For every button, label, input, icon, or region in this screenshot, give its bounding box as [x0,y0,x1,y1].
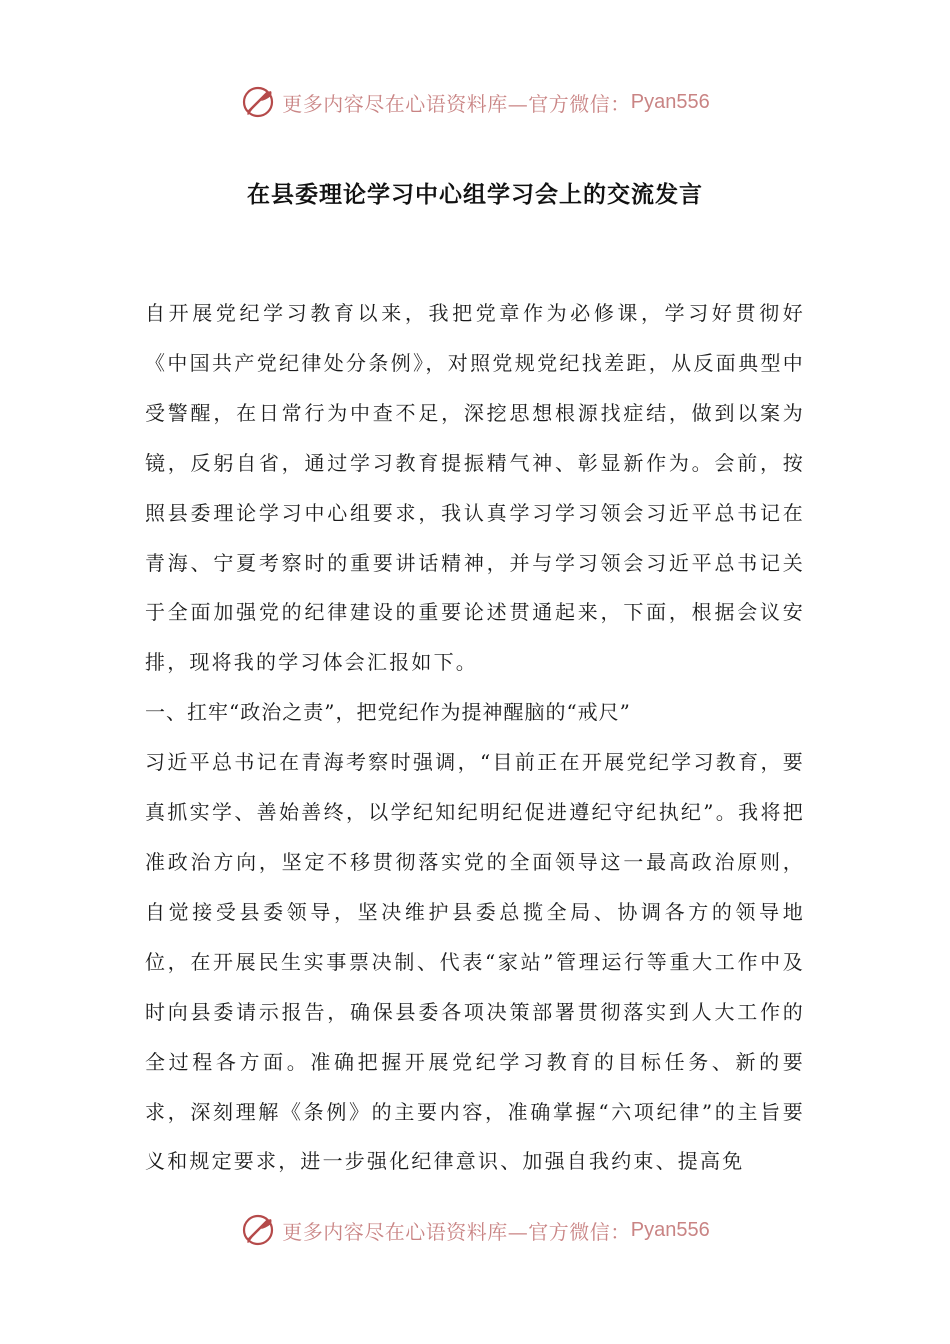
footer-banner [0,1208,950,1252]
page-title: 在县委理论学习中心组学习会上的交流发言 [247,182,703,208]
banner-wechat-id: Pyan556 [630,90,710,113]
paragraph-section-1: 习近平总书记在青海考察时强调，“目前正在开展党纪学习教育，要真抓实学、善始善终，以学纪知纪明纪促进遵纪守纪执纪”。我将把准政治方向，坚定不移贯彻落实党的全面领导这一最高政治原则，自觉接受县委领导，坚决维护县委总揽全局、协调各方的领导地位，在开展民生实事票决制、代表“家站”管理运行等重大工作中及时向县委请示报告，确保县委各项决策部署贯彻落实到人大工作的全过程各方面。准确把握开展党纪学习教育的目标任务、新的要求，深刻理解《条例》的主要内容，准确掌握“六项纪律”的主旨要义和规定要求，进一步强化纪律意识、加强自我约束、提高免 [145,750,805,1174]
quill-logo-icon [240,1212,276,1248]
quill-logo-icon [240,84,276,120]
banner-wechat-id: Pyan556 [630,1218,710,1241]
section-heading: 一、扛牢“政治之责”，把党纪作为提神醒脑的“戒尺” [145,700,631,725]
banner-text: 更多内容尽在心语资料库—官方微信： [282,1219,631,1244]
header-banner [0,80,950,124]
document-body [145,289,805,1187]
banner-text: 更多内容尽在心语资料库—官方微信： [282,91,631,116]
paragraph-intro: 自开展党纪学习教育以来，我把党章作为必修课，学习好贯彻好《中国共产党纪律处分条例》，对照党规党纪找差距，从反面典型中受警醒，在日常行为中查不足，深挖思想根源找症结，做到以案为镜，反躬自省，通过学习教育提振精气神、彰显新作为。会前，按照县委理论学习中心组要求，我认真学习学习领会习近平总书记在青海、宁夏考察时的重要讲话精神，并与学习领会习近平总书记关于全面加强党的纪律建设的重要论述贯通起来，下面，根据会议安排，现将我的学习体会汇报如下。 [145,301,805,675]
